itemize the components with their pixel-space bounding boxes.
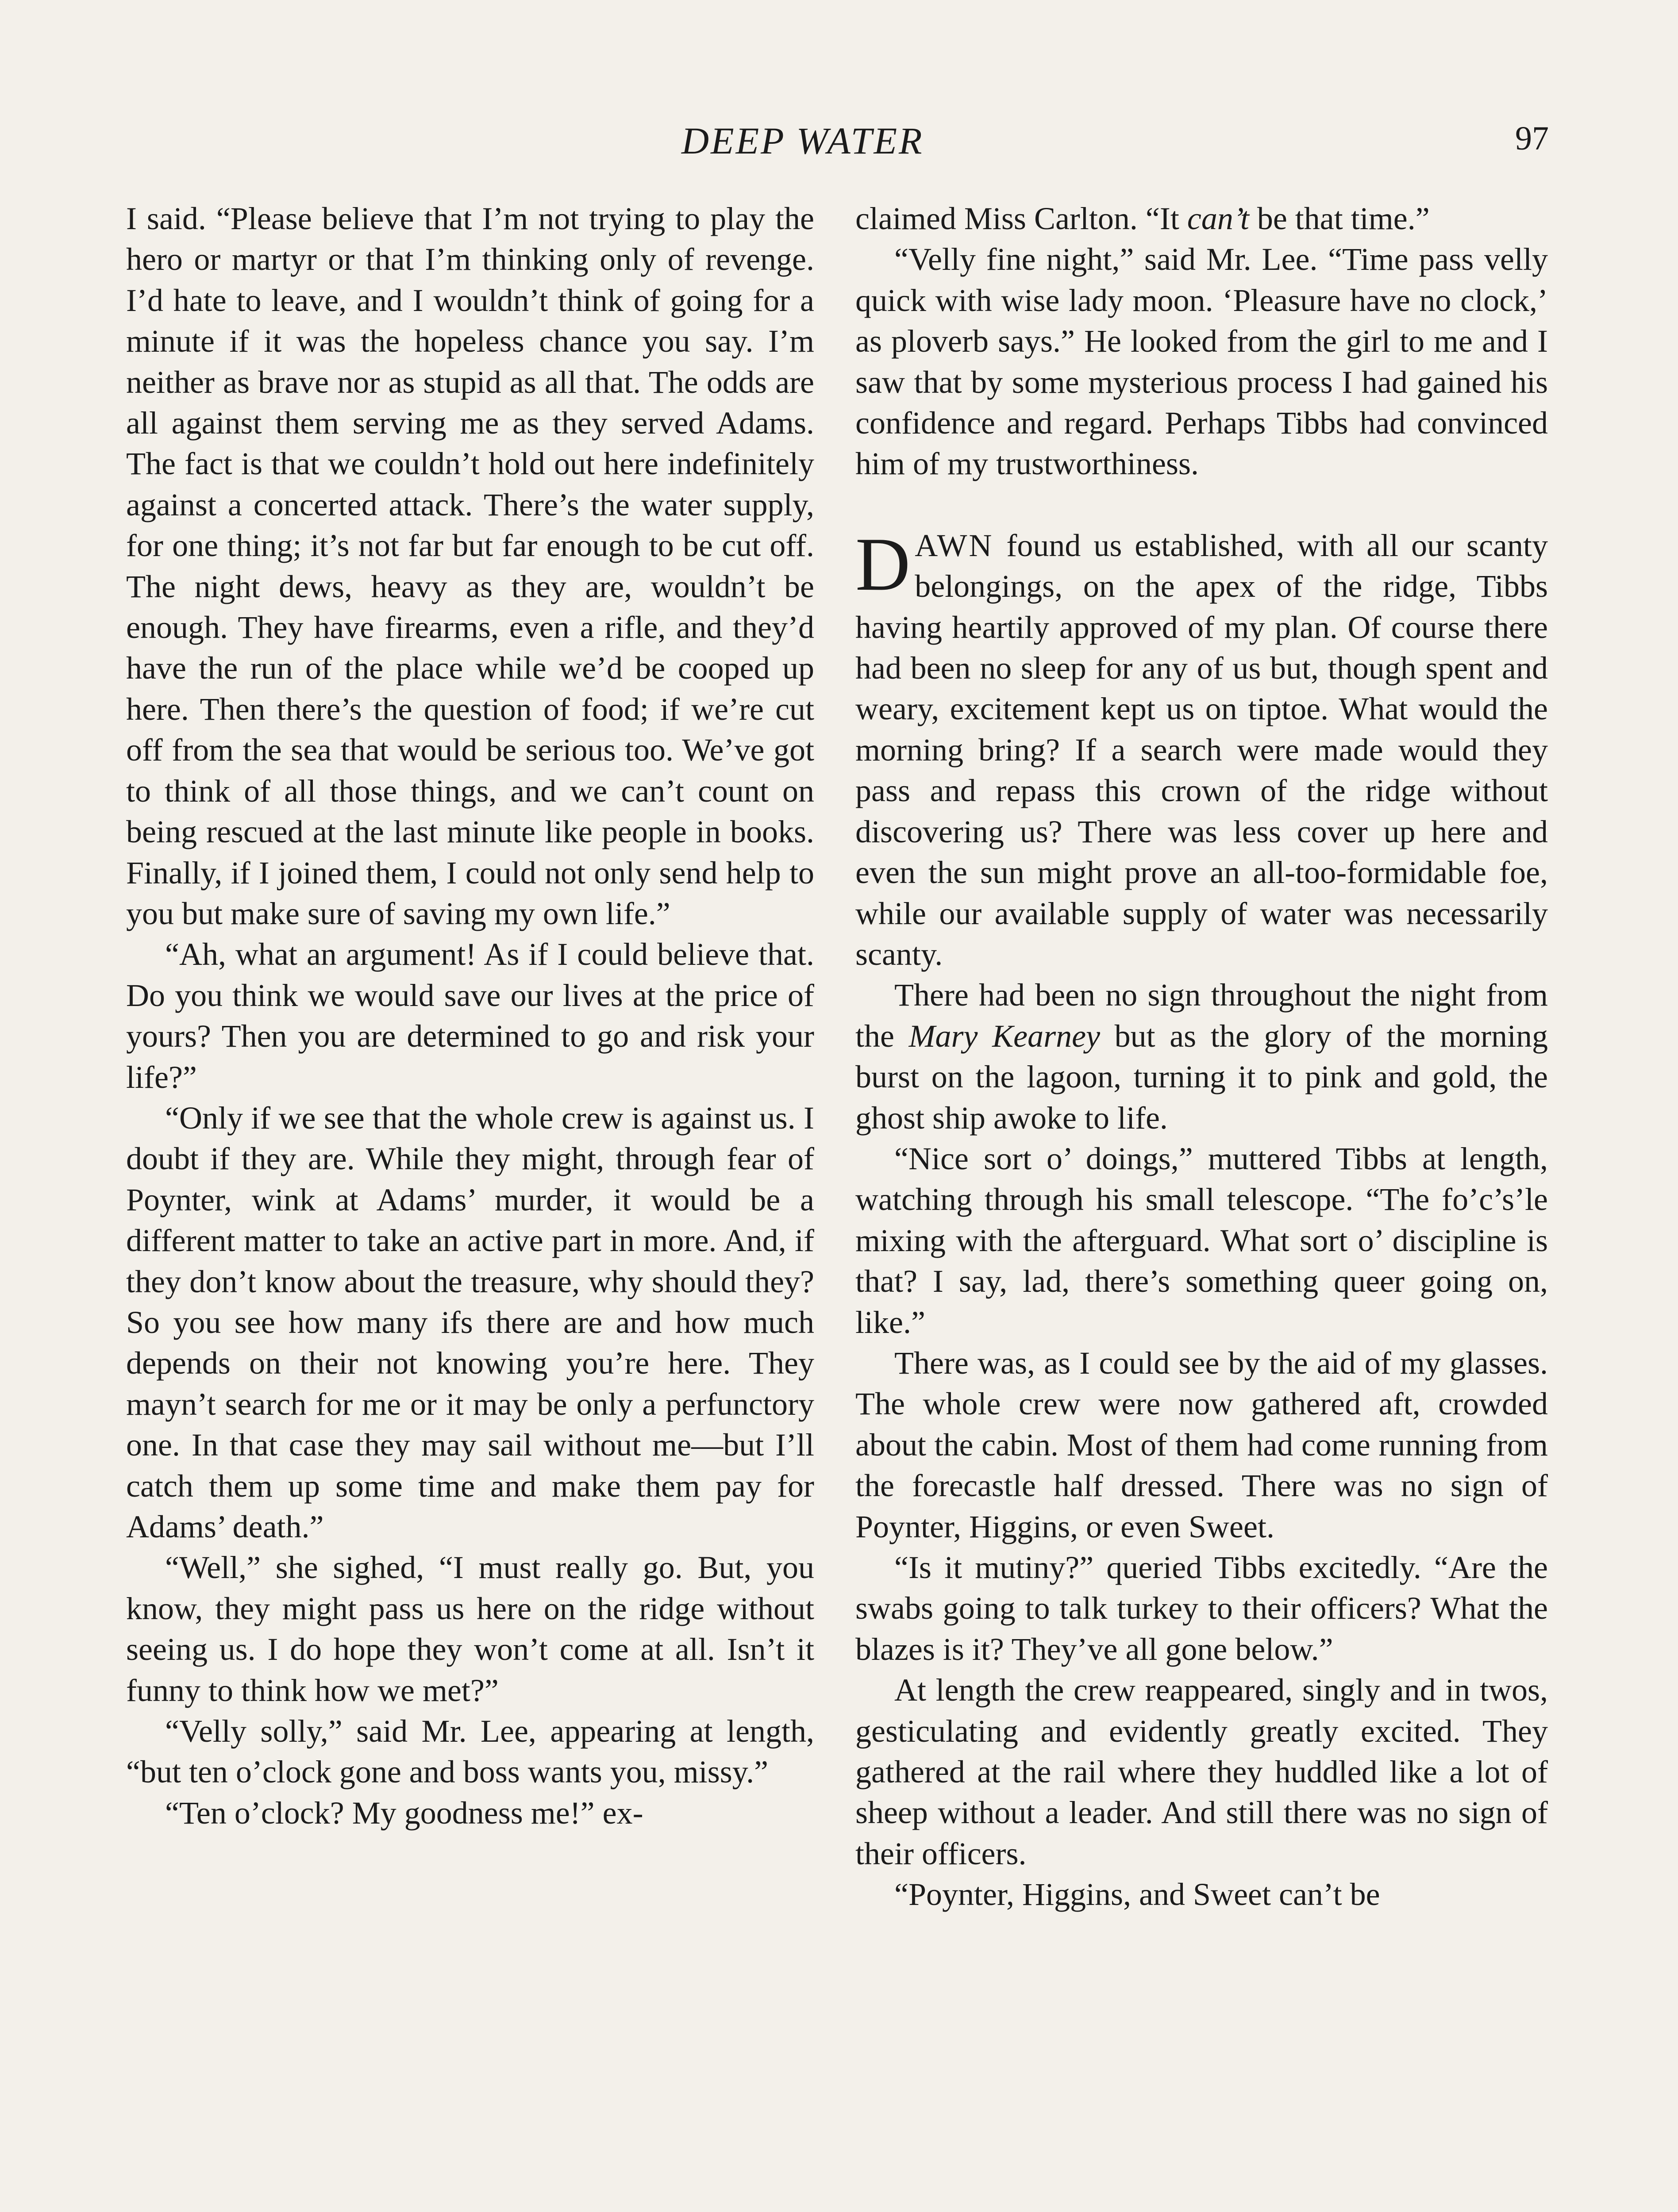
right-paragraph-5: “Nice sort o’ doings,” muttered Tibbs at length, watching through his small telescope. “The fo’c’s’le mixing with the afterguard. What sort o’ discipline is that? I say, lad, there’s something queer going on, like.” xyxy=(855,1141,1548,1340)
section-break xyxy=(855,484,1548,525)
right-paragraph-dropcap xyxy=(855,522,1548,975)
right-paragraph-7: “Is it mutiny?” queried Tibbs excitedly. “Are the swabs going to talk turkey to their officers? What the blazes is it? They’ve all gone below.” xyxy=(855,1550,1548,1667)
continuation-text-a: claimed Miss Carlton. “It xyxy=(855,201,1187,236)
right-column xyxy=(855,198,1548,1915)
right-paragraph-continuation xyxy=(855,198,1548,239)
left-column xyxy=(126,198,814,1833)
right-paragraph-8: At length the crew reappeared, singly and in twos, gesticulating and evidently greatly excited. They gathered at the rail where they huddled like a lot of sheep without a leader. And still there was no sign of their officers. xyxy=(855,1672,1548,1871)
right-paragraph-4 xyxy=(855,975,1548,1138)
page-number: 97 xyxy=(1515,120,1549,157)
drop-cap: D xyxy=(855,522,911,607)
dropcap-smallcaps: AWN xyxy=(915,527,994,563)
left-paragraph-4: “Well,” she sighed, “I must really go. But, you know, they might pass us here on the ridge without seeing us. I do hope they won’t come at all. Isn’t it funny to think how we met?” xyxy=(126,1550,814,1708)
running-title: DEEP WATER xyxy=(681,119,924,162)
right-paragraph-6: There was, as I could see by the aid of my glasses. The whole crew were now gathered aft, crowded about the cabin. Most of them had come running from the forecastle half dressed. There was no sign of Poynter, Higgins, or even Sweet. xyxy=(855,1345,1548,1544)
left-paragraph-5: “Velly solly,” said Mr. Lee, appearing at length, “but ten o’clock gone and boss wants you, missy.” xyxy=(126,1713,814,1790)
left-paragraph-6: “Ten o’clock? My goodness me!” ex- xyxy=(165,1795,643,1831)
left-paragraph-2: “Ah, what an argument! As if I could believe that. Do you think we would save our lives at the price of yours? Then you are determined to go and risk your life?” xyxy=(126,937,814,1095)
continuation-italic: can’t xyxy=(1187,201,1249,236)
right-paragraph-9: “Poynter, Higgins, and Sweet can’t be xyxy=(894,1877,1380,1912)
para4-text-a: There had been no sign throughout the night from the xyxy=(855,977,1548,1054)
left-paragraph-3: “Only if we see that the whole crew is against us. I doubt if they are. While they might, through fear of Poynter, wink at Adams’ murder, it would be a different matter to take an active part in more. And, if they don’t know about the treasure, why should they? So you see how many ifs there are and how much depends on their not knowing you’re here. They mayn’t search for me or it may be only a perfunctory one. In that case they may sail without me—but I’ll catch them up some time and make them pay for Adams’ death.” xyxy=(126,1100,814,1544)
continuation-text-b: be that time.” xyxy=(1249,201,1430,236)
dropcap-text: found us established, with all our scanty belongings, on the apex of the ridge, Tibbs having heartily approved of my plan. Of course there had been no sleep for any of us but, though spent and weary, excitement kept us on tiptoe. What would the morning bring? If a search were made would they pass and repass this crown of the ridge without discovering us? There was less cover up here and even the sun might prove an all-too-formidable foe, while our available supply of water was necessarily scanty. xyxy=(855,527,1548,972)
para4-text-b: but as the glory of the morning burst on the lagoon, turning it to pink and gold, the ghost ship awoke to life. xyxy=(855,1018,1548,1136)
right-paragraph-2: “Velly fine night,” said Mr. Lee. “Time pass velly quick with wise lady moon. ‘Pleasure have no clock,’ as ploverb says.” He looked from the girl to me and I saw that by some mysterious process I had gained his confidence and regard. Perhaps Tibbs had convinced him of my trustworthiness. xyxy=(855,242,1548,482)
left-paragraph-1: I said. “Please believe that I’m not trying to play the hero or martyr or that I’m thinking only of revenge. I’d hate to leave, and I wouldn’t think of going for a minute if it was the hopeless chance you say. I’m neither as brave nor as stupid as all that. The odds are all against them serving me as they served Adams. The fact is that we couldn’t hold out here indefinitely against a concerted attack. There’s the water supply, for one thing; it’s not far but far enough to be cut off. The night dews, heavy as they are, wouldn’t be enough. They have firearms, even a rifle, and they’d have the run of the place while we’d be cooped up here. Then there’s the question of food; if we’re cut off from the sea that would be serious too. We’ve got to think of all those things, and we can’t count on being rescued at the last minute like people in books. Finally, if I joined them, I could not only send help to you but make sure of saving my own life.” xyxy=(126,201,814,931)
ship-name: Mary Kearney xyxy=(908,1018,1101,1054)
